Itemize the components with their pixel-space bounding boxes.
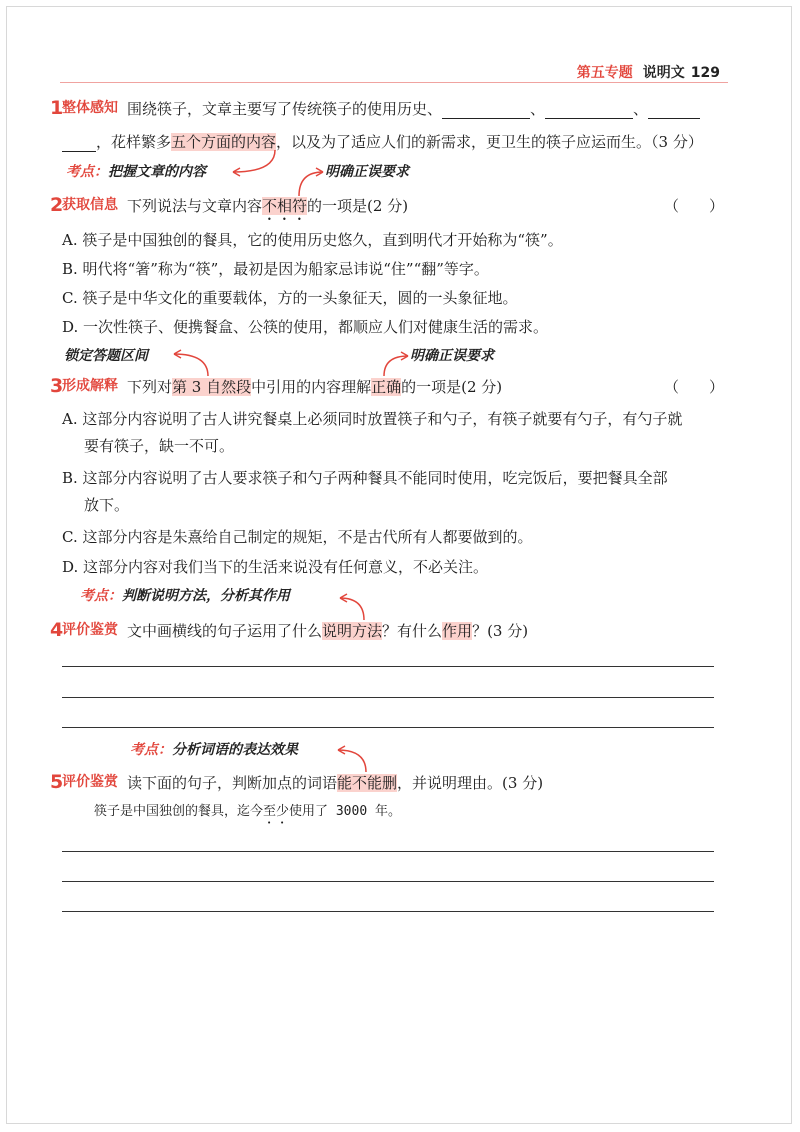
q5-note: [130, 740, 298, 760]
q3-option-b-line1: B. 这部分内容说明了古人要求筷子和勺子两种餐具不能同时使用，吃完饭后，要把餐具全部: [62, 469, 668, 487]
page-header: [577, 62, 720, 82]
q4-number: 4: [50, 619, 64, 641]
q2-number: 2: [50, 194, 64, 216]
q1-text-b-post: ，以及为了适应人们的新需求，更卫生的筷子应运而生。（3 分）: [276, 133, 703, 151]
q4-stem-highlight-1: 说明方法: [322, 622, 383, 640]
q4-note: [80, 586, 290, 606]
q4-answer-line-2[interactable]: [62, 697, 714, 698]
q4-note-arrow: [336, 590, 376, 624]
q2-answer-paren[interactable]: （ ）: [664, 197, 725, 215]
q2-option-a: A. 筷子是中国独创的餐具，它的使用历史悠久，直到明代才开始称为“筷”。: [62, 231, 563, 249]
header-subject: 说明文: [642, 65, 685, 81]
q2-option-b: B. 明代将“箸”称为“筷”，最初是因为船家忌讳说“住”“翻”等字。: [62, 260, 489, 278]
q5-sentence-dotted-word: 至少: [263, 804, 290, 819]
q1-tag: 整体感知: [62, 100, 118, 116]
q3-stem-highlight-2: 正确: [371, 378, 402, 396]
q4-stem-highlight-2: 作用: [442, 622, 473, 640]
q5-note-arrow: [334, 742, 374, 776]
q2-stem: [127, 196, 408, 224]
q3-note-requirement-arrow: [380, 350, 414, 380]
q5-answer-line-2[interactable]: [62, 881, 714, 882]
q3-stem-post: 的一项是(2 分): [401, 378, 503, 396]
q3-option-d: D. 这部分内容对我们当下的生活来说没有任何意义，不必关注。: [62, 558, 489, 576]
q2-stem-highlight: 不相符: [262, 197, 308, 215]
q2-option-c: C. 筷子是中华文化的重要载体，方的一头象征天，圆的一头象征地。: [62, 289, 518, 307]
q4-stem-post: ？(3 分): [472, 622, 529, 640]
q3-stem-pre: 下列对: [127, 378, 173, 396]
q1-text-b-pre: ，花样繁多: [96, 133, 172, 151]
q3-option-a-line2: 要有筷子，缺一不可。: [84, 437, 235, 455]
q1-highlight: 五个方面的内容: [171, 133, 277, 151]
q2-stem-post: 的一项是(2 分): [307, 197, 409, 215]
q1-number: 1: [50, 97, 64, 119]
q2-tag: 获取信息: [62, 197, 118, 213]
q4-stem-pre: 文中画横线的句子运用了什么: [127, 622, 323, 640]
q1-note-arrow: [225, 148, 285, 178]
q3-option-b-line2: 放下。: [84, 496, 130, 514]
q5-stem-pre: 读下面的句子，判断加点的词语: [127, 774, 338, 792]
q2-option-d: D. 一次性筷子、便携餐盒、公筷的使用，都顺应人们对健康生活的需求。: [62, 318, 549, 336]
q3-option-c: C. 这部分内容是朱熹给自己制定的规矩，不是古代所有人都要做到的。: [62, 528, 533, 546]
q4-stem: [127, 621, 528, 641]
q1-sep-2: 、: [633, 100, 649, 118]
q3-note-requirement: 明确正误要求: [410, 348, 494, 364]
q5-sentence-post: 使用了 3000 年。: [289, 804, 401, 819]
q3-stem-mid: 中引用的内容理解: [251, 378, 372, 396]
q5-sentence-pre: 筷子是中国独创的餐具，迄今: [94, 804, 264, 819]
q5-note-text: 分析词语的表达效果: [172, 742, 298, 758]
q1-sep-1: 、: [530, 100, 546, 118]
q5-sentence: [94, 802, 401, 827]
q5-note-label: 考点：: [130, 742, 172, 758]
q3-option-a-line1: A. 这部分内容说明了古人讲究餐桌上必须同时放置筷子和勺子，有筷子就要有勺子，有勺子就: [62, 410, 683, 428]
q2-stem-pre: 下列说法与文章内容: [127, 197, 263, 215]
q1-blank-1[interactable]: [442, 102, 530, 119]
q4-stem-mid: ？有什么: [382, 622, 443, 640]
q4-note-label: 考点：: [80, 588, 122, 604]
header-topic: 第五专题: [576, 65, 633, 81]
q3-note-range: 锁定答题区间: [64, 348, 148, 364]
q3-number: 3: [50, 375, 64, 397]
q1-note-text: 把握文章的内容: [108, 164, 206, 180]
q5-stem-post: ，并说明理由。(3 分): [397, 774, 544, 792]
q3-answer-paren[interactable]: （ ）: [664, 378, 725, 396]
q5-answer-line-3[interactable]: [62, 911, 714, 912]
q2-note-requirement: 明确正误要求: [325, 164, 409, 180]
q4-tag: 评价鉴赏: [62, 622, 118, 638]
q1-note: [66, 162, 206, 182]
q5-stem-highlight: 能不能删: [337, 774, 398, 792]
header-rule: [60, 82, 728, 83]
q1-blank-3[interactable]: [648, 102, 700, 119]
q3-note-range-arrow: [168, 346, 218, 380]
q5-answer-line-1[interactable]: [62, 851, 714, 852]
q4-answer-line-1[interactable]: [62, 666, 714, 667]
q5-stem: [127, 773, 543, 793]
q1-blank-2[interactable]: [545, 102, 633, 119]
q4-answer-line-3[interactable]: [62, 727, 714, 728]
q1-stem-line2: [62, 132, 703, 152]
q1-stem-line1: [127, 99, 700, 119]
q3-stem: [127, 377, 502, 397]
q3-tag: 形成解释: [62, 378, 118, 394]
q5-tag: 评价鉴赏: [62, 774, 118, 790]
q1-text-a: 围绕筷子，文章主要写了传统筷子的使用历史、: [127, 100, 443, 118]
q3-stem-highlight-1: 第 3 自然段: [172, 378, 252, 396]
page-number: 129: [690, 65, 720, 81]
q1-blank-4[interactable]: [62, 135, 96, 152]
q4-note-text: 判断说明方法，分析其作用: [122, 588, 290, 604]
q5-number: 5: [50, 771, 64, 793]
q1-note-label: 考点：: [66, 164, 108, 180]
